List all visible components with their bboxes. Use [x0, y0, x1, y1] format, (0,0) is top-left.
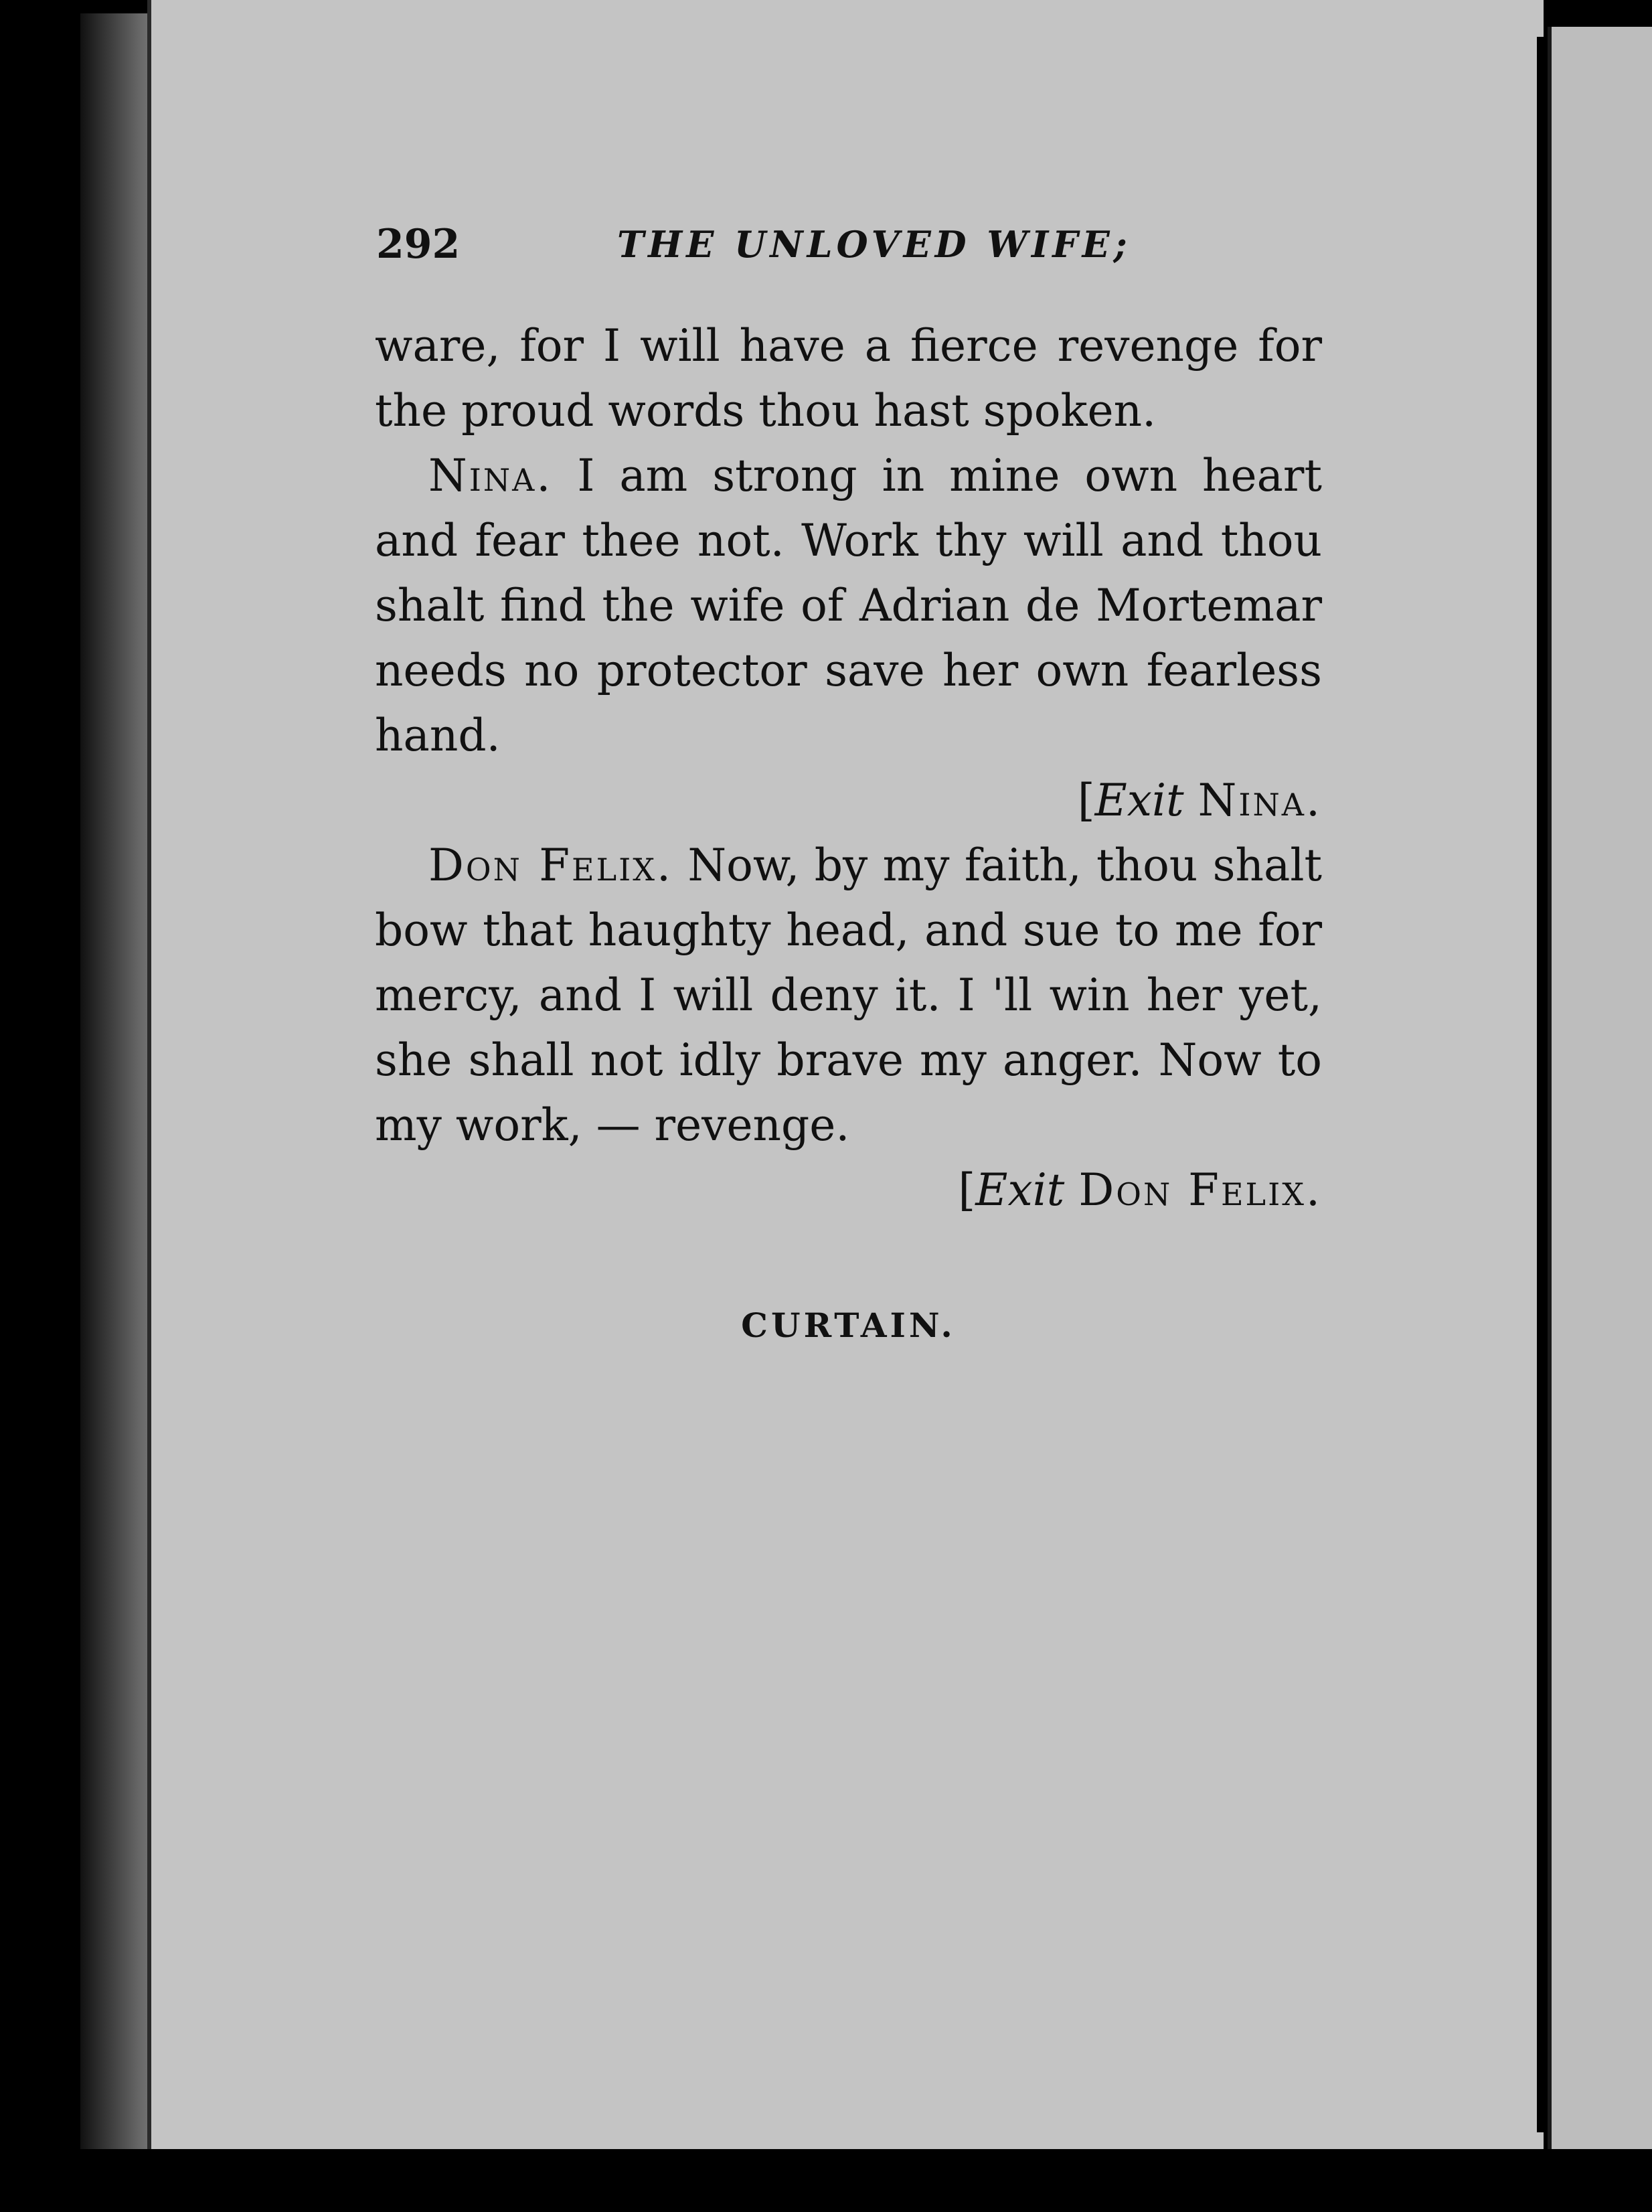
speech-text: Now, by my faith, thou shalt bow that haughty head, and sue to me for mercy, and I will deny it. I 'll win her yet, she shall not idly brave my anger. Now to my work, — revenge.: [375, 840, 1322, 1151]
exit-character: Don Felix.: [1078, 1164, 1322, 1216]
paragraph-don-felix: [375, 833, 1322, 1158]
speaker-name: Nina.: [428, 450, 553, 501]
exit-word: Exit: [1094, 775, 1184, 826]
paragraph-continued: ware, for I will have a fierce revenge for the proud words thou hast spoken.: [375, 320, 1322, 437]
page-body: [375, 313, 1322, 1222]
exit-bracket: [: [1077, 775, 1095, 826]
scan-bottom-border: [0, 2149, 1652, 2212]
paragraph-nina: [375, 443, 1322, 768]
adjacent-page-edge: [1548, 27, 1652, 2149]
exit-bracket: [: [958, 1164, 976, 1216]
stage-direction-exit-don-felix: [375, 1158, 1322, 1222]
speech-text: I am strong in mine own heart and fear thee not. Work thy will and thou shalt find the wife of Adrian de Mortemar needs no protector save her own fearless hand.: [375, 450, 1322, 761]
curtain-heading: CURTAIN.: [741, 1306, 956, 1345]
page-header: [376, 214, 1327, 274]
stage-direction-exit-nina: [375, 768, 1322, 833]
running-title: THE UNLOVED WIFE;: [617, 223, 1131, 266]
exit-character: Nina.: [1197, 775, 1322, 826]
exit-word: Exit: [975, 1164, 1065, 1216]
speaker-name: Don Felix.: [428, 840, 673, 891]
page-number: 292: [376, 221, 461, 268]
page-gutter: [1537, 37, 1544, 2132]
